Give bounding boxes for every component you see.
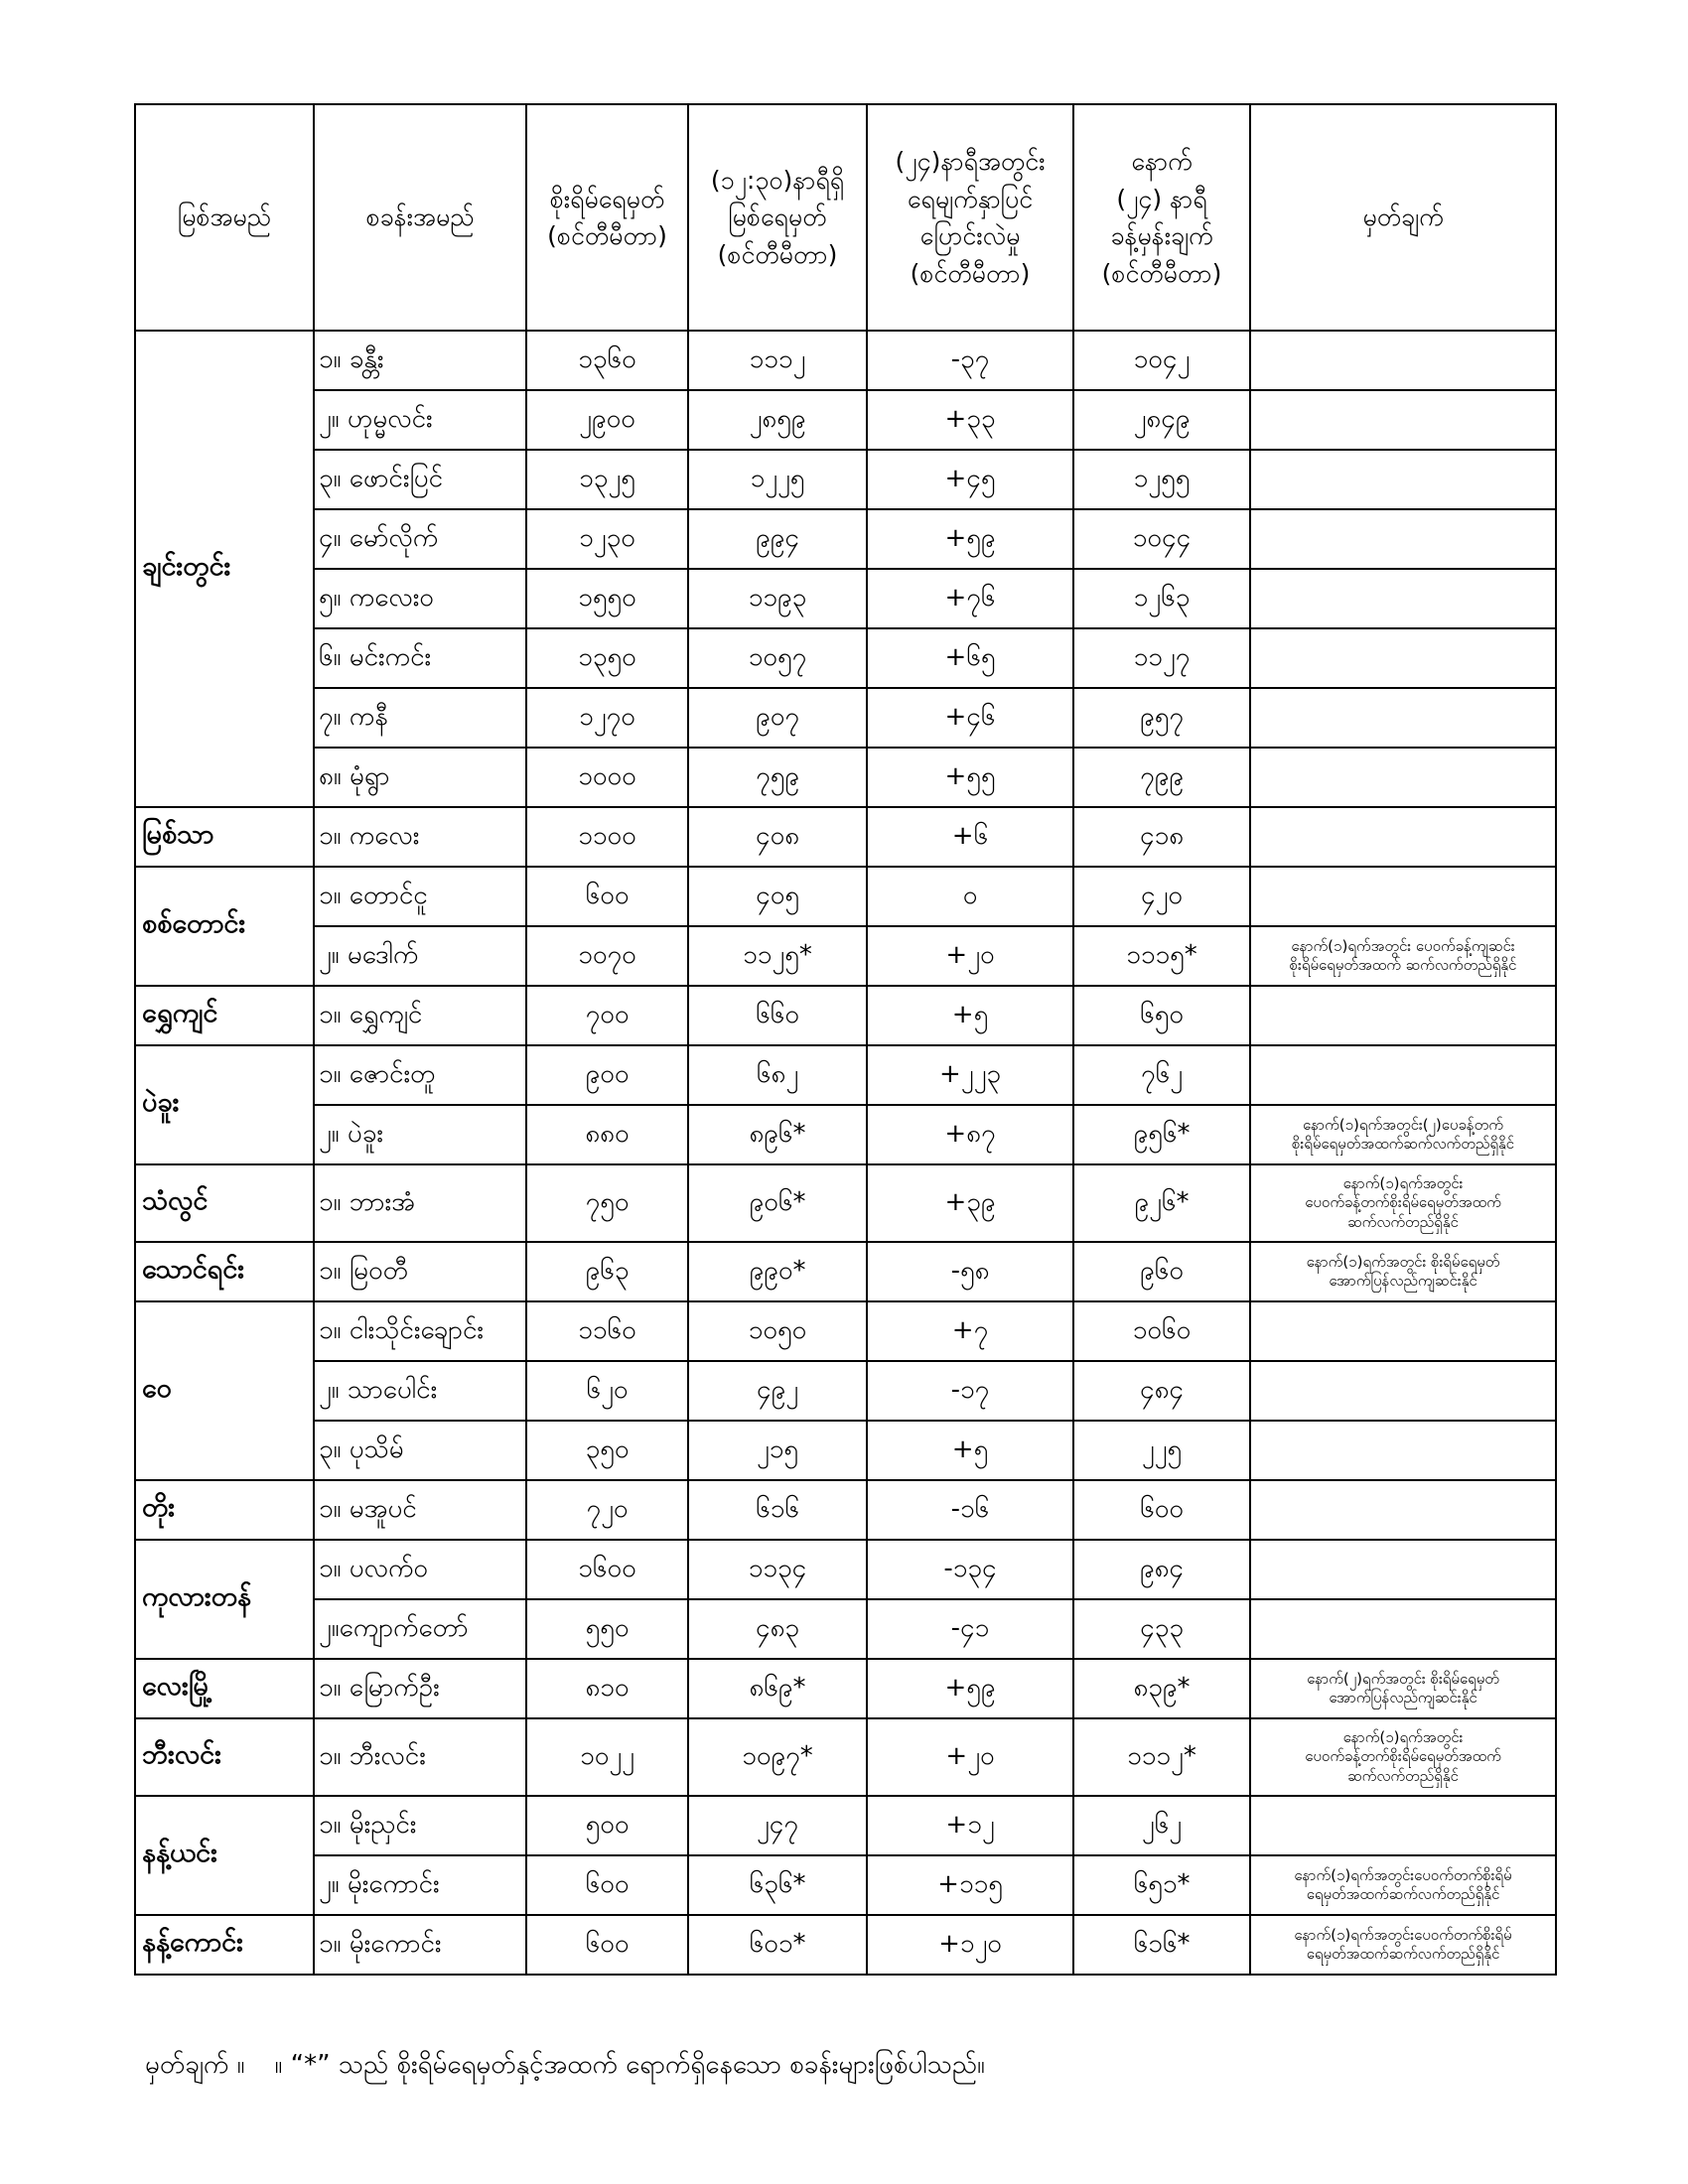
- warning-level-cell: ၃၅၀: [526, 1421, 688, 1480]
- forecast-cell: ၁၁၂၇: [1073, 628, 1250, 688]
- header-line: ရေမျက်နှာပြင်: [907, 184, 1034, 213]
- header-current-level: [688, 104, 867, 331]
- header-line: (စင်တီမီတာ): [547, 221, 667, 250]
- remark-line: စိုးရိမ်ရေမှတ်အထက်ဆက်လက်တည်ရှိနိုင်: [1291, 1135, 1515, 1153]
- table-row: [135, 1796, 1556, 1855]
- remark-cell: [1250, 450, 1556, 509]
- forecast-cell: ၆၁၆*: [1073, 1915, 1250, 1975]
- forecast-cell: ၂၈၄၉: [1073, 390, 1250, 450]
- table-row: [135, 1915, 1556, 1975]
- station-name-cell: ၂။ မဒေါက်: [314, 926, 526, 986]
- remark-cell: [1250, 1540, 1556, 1599]
- current-level-cell: ၁၁၂၅*: [688, 926, 867, 986]
- station-name-cell: ၁။ မအူပင်: [314, 1480, 526, 1540]
- remark-cell: [1250, 1796, 1556, 1855]
- remark-line: စိုးရိမ်ရေမှတ်အထက် ဆက်လက်တည်ရှိနိုင်: [1289, 956, 1517, 974]
- remark-line: ပေ၀က်ခန့်တက်စိုးရိမ်ရေမှတ်အထက်: [1305, 1193, 1501, 1212]
- change-cell: +၆: [867, 807, 1073, 867]
- river-name-cell: ဝေ: [135, 1301, 314, 1480]
- remark-line: ဆက်လက်တည်ရှိနိုင်: [1347, 1766, 1459, 1785]
- table-row: [135, 1855, 1556, 1915]
- header-line: (စင်တီမီတာ): [717, 239, 838, 269]
- river-name-cell: နန့်ယင်း: [135, 1796, 314, 1915]
- forecast-cell: ၆၅၁*: [1073, 1855, 1250, 1915]
- remark-line: ရေမှတ်အထက်ဆက်လက်တည်ရှိနိုင်: [1306, 1945, 1500, 1963]
- current-level-cell: ၆၈၂: [688, 1045, 867, 1105]
- remark-line: နောက်(၁)ရက်အတွင်းပေ၀က်တက်စိုးရိမ်: [1294, 1925, 1512, 1944]
- table-row: [135, 1105, 1556, 1164]
- station-name-cell: ၁။ ခန္တီး: [314, 331, 526, 390]
- change-cell: +၂၂၃: [867, 1045, 1073, 1105]
- station-name-cell: ၅။ ကလေးဝ: [314, 569, 526, 628]
- change-cell: -၄၁: [867, 1599, 1073, 1659]
- header-river: [135, 104, 314, 331]
- remark-line: နောက်(၁)ရက်အတွင်းပေ၀က်တက်စိုးရိမ်: [1294, 1865, 1512, 1884]
- forecast-cell: ၉၅၇: [1073, 688, 1250, 748]
- remark-cell: [1250, 867, 1556, 926]
- change-cell: -၁၆: [867, 1480, 1073, 1540]
- current-level-cell: ၄၈၃: [688, 1599, 867, 1659]
- header-warning-level: [526, 104, 688, 331]
- forecast-cell: ၁၂၆၃: [1073, 569, 1250, 628]
- remark-line: နောက်(၁)ရက်အတွင်း ပေ၀က်ခန့်ကျဆင်း: [1291, 936, 1515, 955]
- warning-level-cell: ၆၀၀: [526, 867, 688, 926]
- remark-cell: [1250, 748, 1556, 807]
- station-name-cell: ၂။ ပဲခူး: [314, 1105, 526, 1164]
- current-level-cell: ၉၀၇: [688, 688, 867, 748]
- remark-cell: [1250, 986, 1556, 1045]
- forecast-cell: ၂၆၂: [1073, 1796, 1250, 1855]
- warning-level-cell: ၁၀၂၂: [526, 1718, 688, 1796]
- table-row: [135, 509, 1556, 569]
- change-cell: -၁၇: [867, 1361, 1073, 1421]
- table-row: [135, 1480, 1556, 1540]
- remark-line: နောက်(၁)ရက်အတွင်း(၂)ပေခန့်တက်: [1303, 1115, 1503, 1134]
- header-station: [314, 104, 526, 331]
- table-row: [135, 1421, 1556, 1480]
- header-24h-change: [867, 104, 1073, 331]
- change-cell: +၂၀: [867, 926, 1073, 986]
- station-name-cell: ၇။ ကနီ: [314, 688, 526, 748]
- change-cell: +၆၅: [867, 628, 1073, 688]
- current-level-cell: ၁၀၅၀: [688, 1301, 867, 1361]
- change-cell: +၄၅: [867, 450, 1073, 509]
- table-row: [135, 1045, 1556, 1105]
- station-name-cell: ၁။ ငါးသိုင်းချောင်း: [314, 1301, 526, 1361]
- station-name-cell: ၁။ မြောက်ဦး: [314, 1659, 526, 1718]
- table-row: [135, 986, 1556, 1045]
- warning-level-cell: ၉၆၃: [526, 1242, 688, 1301]
- remark-cell: [1250, 1361, 1556, 1421]
- forecast-cell: ၉၅၆*: [1073, 1105, 1250, 1164]
- remark-cell: [1250, 1421, 1556, 1480]
- warning-level-cell: ၁၁၆၀: [526, 1301, 688, 1361]
- station-name-cell: ၁။ မိုးကောင်း: [314, 1915, 526, 1975]
- warning-level-cell: ၆၀၀: [526, 1855, 688, 1915]
- river-name-cell: တိုး: [135, 1480, 314, 1540]
- current-level-cell: ၁၀၉၇*: [688, 1718, 867, 1796]
- station-name-cell: ၂။ သာပေါင်း: [314, 1361, 526, 1421]
- station-name-cell: ၁။ ဇောင်းတူ: [314, 1045, 526, 1105]
- forecast-cell: ၄၂၀: [1073, 867, 1250, 926]
- current-level-cell: ၂၄၇: [688, 1796, 867, 1855]
- remark-cell: [1250, 628, 1556, 688]
- remark-cell: [1250, 390, 1556, 450]
- table-row: [135, 926, 1556, 986]
- station-name-cell: ၃။ ဖောင်းပြင်: [314, 450, 526, 509]
- current-level-cell: ၁၀၅၇: [688, 628, 867, 688]
- warning-level-cell: ၅၀၀: [526, 1796, 688, 1855]
- remark-cell: [1250, 1164, 1556, 1242]
- river-name-cell: မြစ်သာ: [135, 807, 314, 867]
- remark-cell: [1250, 569, 1556, 628]
- change-cell: +၁၂: [867, 1796, 1073, 1855]
- current-level-cell: ၄၉၂: [688, 1361, 867, 1421]
- current-level-cell: ၁၁၁၂: [688, 331, 867, 390]
- current-level-cell: ၂၁၅: [688, 1421, 867, 1480]
- footnote: [145, 2047, 985, 2086]
- remark-cell: [1250, 1855, 1556, 1915]
- river-name-cell: ဘီးလင်း: [135, 1718, 314, 1796]
- river-name-cell: ချင်းတွင်း: [135, 331, 314, 807]
- remark-line: နောက်(၁)ရက်အတွင်း: [1342, 1173, 1464, 1192]
- warning-level-cell: ၁၆၀၀: [526, 1540, 688, 1599]
- change-cell: +၄၆: [867, 688, 1073, 748]
- warning-level-cell: ၁၃၆၀: [526, 331, 688, 390]
- station-name-cell: ၈။ မုံရွာ: [314, 748, 526, 807]
- forecast-cell: ၇၆၂: [1073, 1045, 1250, 1105]
- table-row: [135, 807, 1556, 867]
- change-cell: +၅၉: [867, 1659, 1073, 1718]
- forecast-cell: ၇၉၉: [1073, 748, 1250, 807]
- forecast-cell: ၁၁၁၂*: [1073, 1718, 1250, 1796]
- station-name-cell: ၁။ ဘားအံ: [314, 1164, 526, 1242]
- header-remark: [1250, 104, 1556, 331]
- remark-cell: [1250, 926, 1556, 986]
- change-cell: +၇: [867, 1301, 1073, 1361]
- station-name-cell: ၄။ မော်လိုက်: [314, 509, 526, 569]
- remark-cell: [1250, 688, 1556, 748]
- current-level-cell: ၉၉၄: [688, 509, 867, 569]
- table-row: [135, 1361, 1556, 1421]
- forecast-cell: ၁၀၄၂: [1073, 331, 1250, 390]
- table-row: [135, 569, 1556, 628]
- station-name-cell: ၆။ မင်းကင်း: [314, 628, 526, 688]
- remark-line: ဆက်လက်တည်ရှိနိုင်: [1347, 1212, 1459, 1231]
- river-name-cell: သောင်ရင်း: [135, 1242, 314, 1301]
- table-body: [135, 331, 1556, 1975]
- table-row: [135, 628, 1556, 688]
- remark-cell: [1250, 1659, 1556, 1718]
- current-level-cell: ၇၅၉: [688, 748, 867, 807]
- current-level-cell: ၁၁၉၃: [688, 569, 867, 628]
- warning-level-cell: ၆၂၀: [526, 1361, 688, 1421]
- forecast-cell: ၄၈၄: [1073, 1361, 1250, 1421]
- header-line: စခန်းအမည်: [365, 203, 475, 232]
- river-name-cell: ရွှေကျင်: [135, 986, 314, 1045]
- header-line: မှတ်ချက်: [1362, 203, 1444, 232]
- table-header-row: [135, 104, 1556, 331]
- station-name-cell: ၂။ မိုးကောင်း: [314, 1855, 526, 1915]
- remark-line: အောက်ပြန်လည်ကျဆင်းနိုင်: [1329, 1689, 1477, 1706]
- table-row: [135, 1301, 1556, 1361]
- warning-level-cell: ၁၂၃၀: [526, 509, 688, 569]
- warning-level-cell: ၇၂၀: [526, 1480, 688, 1540]
- change-cell: +၅: [867, 986, 1073, 1045]
- remark-line: နောက်(၁)ရက်အတွင်း: [1342, 1727, 1464, 1746]
- river-name-cell: သံလွင်: [135, 1164, 314, 1242]
- change-cell: +၇၆: [867, 569, 1073, 628]
- remark-line: အောက်ပြန်လည်ကျဆင်းနိုင်: [1329, 1272, 1477, 1290]
- header-forecast: [1073, 104, 1250, 331]
- river-name-cell: ပဲခူး: [135, 1045, 314, 1164]
- remark-cell: [1250, 509, 1556, 569]
- station-name-cell: ၃။ ပုသိမ်: [314, 1421, 526, 1480]
- remark-cell: [1250, 1599, 1556, 1659]
- header-line: (စင်တီမီတာ): [910, 258, 1031, 288]
- change-cell: -၁၃၄: [867, 1540, 1073, 1599]
- warning-level-cell: ၈၈၀: [526, 1105, 688, 1164]
- river-water-level-table: [134, 103, 1557, 1976]
- remark-cell: [1250, 1480, 1556, 1540]
- change-cell: +၈၇: [867, 1105, 1073, 1164]
- table-row: [135, 1540, 1556, 1599]
- change-cell: +၃၉: [867, 1164, 1073, 1242]
- footnote-label: မှတ်ချက် ။: [145, 2050, 245, 2080]
- header-line: စိုးရိမ်ရေမှတ်: [549, 184, 665, 213]
- header-line: (စင်တီမီတာ): [1101, 258, 1222, 288]
- table-row: [135, 867, 1556, 926]
- current-level-cell: ၈၉၆*: [688, 1105, 867, 1164]
- header-line: ခန့်မှန်းချက်: [1110, 221, 1213, 250]
- forecast-cell: ၁၁၁၅*: [1073, 926, 1250, 986]
- header-line: နောက်: [1131, 147, 1193, 176]
- remark-cell: [1250, 1242, 1556, 1301]
- table-row: [135, 1164, 1556, 1242]
- warning-level-cell: ၁၁၀၀: [526, 807, 688, 867]
- change-cell: +၂၀: [867, 1718, 1073, 1796]
- table-row: [135, 688, 1556, 748]
- current-level-cell: ၉၀၆*: [688, 1164, 867, 1242]
- remark-cell: [1250, 1105, 1556, 1164]
- current-level-cell: ၈၆၉*: [688, 1659, 867, 1718]
- warning-level-cell: ၂၉၀၀: [526, 390, 688, 450]
- current-level-cell: ၁၂၂၅: [688, 450, 867, 509]
- current-level-cell: ၆၀၁*: [688, 1915, 867, 1975]
- river-name-cell: စစ်တောင်း: [135, 867, 314, 986]
- current-level-cell: ၆၃၆*: [688, 1855, 867, 1915]
- current-level-cell: ၉၉၀*: [688, 1242, 867, 1301]
- header-line: (၂၄)နာရီအတွင်း: [895, 147, 1046, 176]
- station-name-cell: ၁။ ကလေး: [314, 807, 526, 867]
- header-line: (၂၄) နာရီ: [1116, 184, 1207, 213]
- forecast-cell: ၈၃၉*: [1073, 1659, 1250, 1718]
- river-name-cell: လေးမြို့: [135, 1659, 314, 1718]
- remark-cell: [1250, 1301, 1556, 1361]
- change-cell: -၃၇: [867, 331, 1073, 390]
- forecast-cell: ၉၂၆*: [1073, 1164, 1250, 1242]
- warning-level-cell: ၁၃၂၅: [526, 450, 688, 509]
- station-name-cell: ၁။ မိုးညှင်း: [314, 1796, 526, 1855]
- warning-level-cell: ၈၁၀: [526, 1659, 688, 1718]
- forecast-cell: ၄၃၃: [1073, 1599, 1250, 1659]
- table-row: [135, 748, 1556, 807]
- station-name-cell: ၁။ ပလက်ဝ: [314, 1540, 526, 1599]
- station-name-cell: ၁။ တောင်ငူ: [314, 867, 526, 926]
- forecast-cell: ၂၂၅: [1073, 1421, 1250, 1480]
- remark-line: ပေ၀က်ခန့်တက်စိုးရိမ်ရေမှတ်အထက်: [1305, 1747, 1501, 1766]
- remark-line: နောက်(၁)ရက်အတွင်း စိုးရိမ်ရေမှတ်: [1306, 1252, 1500, 1271]
- warning-level-cell: ၁၀၇၀: [526, 926, 688, 986]
- table-row: [135, 1242, 1556, 1301]
- change-cell: +၁၁၅: [867, 1855, 1073, 1915]
- table-row: [135, 1659, 1556, 1718]
- table-row: [135, 331, 1556, 390]
- warning-level-cell: ၁၂၇၀: [526, 688, 688, 748]
- remark-cell: [1250, 807, 1556, 867]
- river-name-cell: ကုလားတန်: [135, 1540, 314, 1659]
- current-level-cell: ၆၆၀: [688, 986, 867, 1045]
- forecast-cell: ၉၈၄: [1073, 1540, 1250, 1599]
- station-name-cell: ၁။ မြဝတီ: [314, 1242, 526, 1301]
- current-level-cell: ၆၁၆: [688, 1480, 867, 1540]
- current-level-cell: ၄၀၅: [688, 867, 867, 926]
- table-row: [135, 1718, 1556, 1796]
- remark-cell: [1250, 1915, 1556, 1975]
- change-cell: ၀: [867, 867, 1073, 926]
- forecast-cell: ၁၀၄၄: [1073, 509, 1250, 569]
- forecast-cell: ၁၂၅၅: [1073, 450, 1250, 509]
- river-name-cell: နန့်ကောင်း: [135, 1915, 314, 1975]
- footnote-text: ။ “*” သည် စိုးရိမ်ရေမှတ်နှင့်အထက် ရောက်ရှိနေသော စခန်းများဖြစ်ပါသည်။: [274, 2050, 985, 2080]
- remark-cell: [1250, 1718, 1556, 1796]
- remark-cell: [1250, 331, 1556, 390]
- header-line: (၁၂:၃၀)နာရီရှိ: [710, 165, 845, 195]
- current-level-cell: ၁၁၃၄: [688, 1540, 867, 1599]
- warning-level-cell: ၆၀၀: [526, 1915, 688, 1975]
- station-name-cell: ၂။ကျောက်တော်: [314, 1599, 526, 1659]
- station-name-cell: ၁။ ဘီးလင်း: [314, 1718, 526, 1796]
- header-line: မြစ်ရေမှတ်: [728, 203, 827, 232]
- table-row: [135, 390, 1556, 450]
- header-line: ပြောင်းလဲမှု: [919, 221, 1021, 250]
- warning-level-cell: ၁၃၅၀: [526, 628, 688, 688]
- change-cell: +၅၅: [867, 748, 1073, 807]
- forecast-cell: ၁၀၆၀: [1073, 1301, 1250, 1361]
- forecast-cell: ၆၀၀: [1073, 1480, 1250, 1540]
- warning-level-cell: ၅၅၀: [526, 1599, 688, 1659]
- change-cell: +၅၉: [867, 509, 1073, 569]
- table-row: [135, 450, 1556, 509]
- table-row: [135, 1599, 1556, 1659]
- forecast-cell: ၉၆၀: [1073, 1242, 1250, 1301]
- header-line: မြစ်အမည်: [178, 203, 271, 232]
- forecast-cell: ၆၅၀: [1073, 986, 1250, 1045]
- station-name-cell: ၁။ ရွှေကျင်: [314, 986, 526, 1045]
- current-level-cell: ၄၀၈: [688, 807, 867, 867]
- current-level-cell: ၂၈၅၉: [688, 390, 867, 450]
- forecast-cell: ၄၁၈: [1073, 807, 1250, 867]
- warning-level-cell: ၁၀၀၀: [526, 748, 688, 807]
- station-name-cell: ၂။ ဟုမ္မလင်း: [314, 390, 526, 450]
- change-cell: +၃၃: [867, 390, 1073, 450]
- warning-level-cell: ၁၅၅၀: [526, 569, 688, 628]
- warning-level-cell: ၇၅၀: [526, 1164, 688, 1242]
- change-cell: +၅: [867, 1421, 1073, 1480]
- remark-line: ရေမှတ်အထက်ဆက်လက်တည်ရှိနိုင်: [1306, 1885, 1500, 1903]
- warning-level-cell: ၉၀၀: [526, 1045, 688, 1105]
- change-cell: -၅၈: [867, 1242, 1073, 1301]
- remark-cell: [1250, 1045, 1556, 1105]
- remark-line: နောက်(၂)ရက်အတွင်း စိုးရိမ်ရေမှတ်: [1307, 1669, 1499, 1688]
- warning-level-cell: ၇၀၀: [526, 986, 688, 1045]
- change-cell: +၁၂၀: [867, 1915, 1073, 1975]
